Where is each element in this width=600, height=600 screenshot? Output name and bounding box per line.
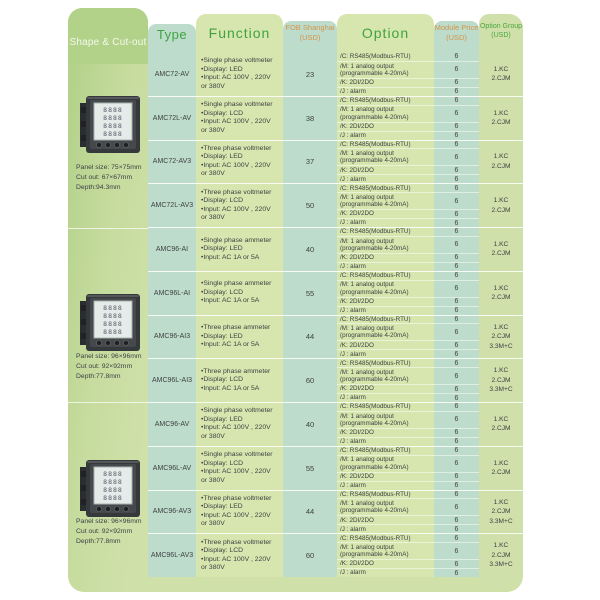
module-price-value: 6: [454, 263, 459, 271]
cut-out-text: Cut out: 92×92mm: [76, 527, 133, 535]
option-module-cell: [337, 53, 479, 96]
group-header-line2: (USD): [491, 32, 511, 40]
type-cell: AMC72-AV: [154, 70, 190, 78]
module-price-value: 6: [454, 416, 459, 424]
option-item: [337, 79, 479, 88]
module-price-value: 6: [454, 228, 459, 236]
svg-text:8888: 8888: [103, 328, 123, 336]
option-label: /J : alarm: [340, 175, 366, 183]
module-price-value: 6: [454, 503, 459, 511]
function-cell: •Single phase voltmeter •Display: LED •Input: AC 100V , 220V or 380V: [201, 57, 273, 90]
fob-price-cell: 40: [305, 244, 315, 254]
option-item: [337, 132, 479, 140]
option-label: /J : alarm: [340, 219, 366, 227]
option-group-cell: 1.KC 2.CJM 3.3M+C: [489, 542, 513, 569]
option-item: [337, 525, 479, 533]
svg-text:8888: 8888: [103, 494, 123, 502]
option-item: [337, 62, 479, 79]
option-item: [337, 341, 479, 350]
type-cell: AMC96L-AV3: [150, 552, 194, 560]
fob-price-cell: 55: [305, 288, 315, 298]
type-cell: AMC72L-AV: [152, 114, 192, 122]
option-label: /M: 1 analog output (programmable 4-20mA): [340, 412, 409, 427]
module-price-value: 6: [454, 110, 459, 118]
option-item: [337, 316, 479, 325]
module-header-line1: Module Price: [434, 23, 479, 32]
option-group-cell: 1.KC 2.CJM 3.3M+C: [489, 367, 513, 394]
option-item: [337, 350, 479, 358]
table-row: [148, 402, 523, 446]
meter-image-slot-2: [80, 292, 142, 361]
fob-price-cell: 44: [305, 332, 315, 342]
option-label: /K: 2DI/2DO: [340, 560, 374, 568]
option-item: [337, 210, 479, 219]
module-price-value: 6: [454, 429, 459, 437]
option-item: [337, 499, 479, 516]
module-price-value: 6: [454, 447, 459, 455]
type-cell: AMC96-AV: [154, 420, 190, 428]
column-header-module-price: [434, 23, 479, 43]
svg-text:8888: 8888: [103, 478, 123, 486]
option-item: [337, 560, 479, 569]
option-label: /M: 1 analog output (programmable 4-20mA): [340, 543, 409, 559]
fob-price-cell: 50: [305, 201, 315, 211]
panel-size-text: Panel size: 96×96mm: [76, 518, 142, 525]
option-label: /K: 2DI/2DO: [340, 341, 374, 349]
option-module-cell: [337, 359, 479, 402]
option-item: [337, 403, 479, 412]
option-item: [337, 456, 479, 473]
option-label: /M: 1 analog output (programmable 4-20mA): [340, 62, 409, 77]
svg-text:8888: 8888: [103, 304, 123, 312]
column-header-option-group: [479, 22, 523, 40]
option-label: /M: 1 analog output (programmable 4-20mA): [340, 325, 409, 340]
table-row: [148, 53, 523, 96]
option-item: [337, 166, 479, 175]
option-item: [337, 482, 479, 490]
option-module-cell: [337, 491, 479, 534]
option-group-cell: 1.KC 2.CJM 3.3M+C: [489, 498, 513, 525]
fob-price-cell: 37: [305, 157, 315, 167]
shape-caption-1: [76, 163, 148, 193]
module-header-line2: (USD): [446, 32, 467, 42]
option-label: /M: 1 analog output (programmable 4-20mA): [340, 281, 409, 296]
fob-price-cell: 23: [305, 69, 315, 79]
option-item: [337, 412, 479, 429]
option-group-cell: 1.KC 2.CJM: [491, 153, 511, 170]
fob-price-cell: 38: [305, 113, 315, 123]
option-item: [337, 106, 479, 123]
option-item: [337, 491, 479, 500]
option-label: /J : alarm: [340, 263, 366, 271]
type-cell: AMC96L-AI3: [151, 377, 193, 385]
panel-size-text: Panel size: 75×75mm: [76, 164, 142, 171]
module-price-value: 6: [454, 350, 459, 358]
table-row: [148, 96, 523, 140]
column-header-function: Function: [208, 25, 271, 41]
module-price-value: 6: [454, 569, 459, 577]
function-cell: •Single phase voltmeter •Display: LED •Input: AC 100V , 220V or 380V: [201, 407, 273, 440]
function-cell: •Three phase ammeter •Display: LCD •Input: AC 1A or 5A: [201, 367, 271, 392]
option-item: [337, 281, 479, 298]
option-label: /C: RS485(Modbus-RTU): [340, 403, 411, 411]
option-group-cell: 1.KC 2.CJM: [491, 415, 511, 433]
module-price-value: 6: [454, 482, 459, 490]
option-label: /M: 1 analog output (programmable 4-20mA): [340, 237, 409, 252]
panel-meter-image: [80, 458, 142, 522]
option-label: /J : alarm: [340, 306, 366, 314]
shape-caption-2: [76, 352, 148, 382]
function-cell: •Three phase voltmeter •Display: LED •Input: AC 100V , 220V or 380V: [201, 144, 272, 178]
function-cell: •Single phase voltmeter •Display: LCD •Input: AC 100V , 220V or 380V: [201, 451, 273, 484]
option-item: [337, 307, 479, 315]
option-item: [337, 175, 479, 183]
module-price-value: 6: [454, 359, 459, 367]
option-label: /M: 1 analog output (programmable 4-20mA): [340, 150, 409, 165]
depth-text: Depth:77.8mm: [76, 372, 121, 380]
module-price-value: 6: [454, 79, 459, 87]
option-module-cell: [337, 141, 479, 184]
option-label: /K: 2DI/2DO: [340, 472, 374, 480]
option-module-cell: [337, 228, 479, 271]
module-price-value: 6: [454, 460, 459, 468]
option-label: /K: 2DI/2DO: [340, 297, 374, 305]
option-item: [337, 219, 479, 227]
table-row: [148, 490, 523, 534]
option-label: /K: 2DI/2DO: [340, 385, 374, 393]
module-price-value: 6: [454, 525, 459, 533]
function-cell: •Three phase voltmeter •Display: LED •Input: AC 100V , 220V or 380V: [201, 494, 272, 528]
option-item: [337, 359, 479, 368]
module-price-value: 6: [454, 132, 459, 140]
module-price-value: 6: [454, 438, 459, 446]
option-group-cell: 1.KC 2.CJM: [491, 197, 511, 214]
type-cell: AMC96-AV3: [152, 508, 192, 516]
module-price-value: 6: [454, 403, 459, 411]
option-label: /C: RS485(Modbus-RTU): [340, 228, 411, 236]
option-label: /J : alarm: [340, 569, 366, 577]
option-group-cell: 1.KC 2.CJM: [491, 240, 511, 258]
module-price-value: 6: [454, 184, 459, 192]
option-label: /M: 1 analog output (programmable 4-20mA): [340, 193, 409, 209]
option-label: /M: 1 analog output (programmable 4-20mA): [340, 500, 409, 515]
option-item: [337, 569, 479, 577]
module-price-value: 6: [454, 307, 459, 315]
option-label: /J : alarm: [340, 394, 366, 402]
module-price-value: 6: [454, 385, 459, 393]
column-header-shape: [68, 8, 148, 64]
option-item: [337, 534, 479, 543]
option-group-cell: 1.KC 2.CJM: [491, 459, 511, 477]
option-label: /M: 1 analog output (programmable 4-20mA): [340, 456, 409, 471]
shape-header-label: Shape & Cut-out: [69, 36, 147, 48]
svg-text:8888: 8888: [103, 486, 123, 494]
table-row: [148, 446, 523, 490]
option-label: /J : alarm: [340, 88, 366, 96]
option-label: /K: 2DI/2DO: [340, 210, 374, 218]
module-price-value: 6: [454, 341, 459, 349]
module-price-value: 6: [454, 210, 459, 218]
fob-header-line1: FOB Shanghai: [285, 23, 335, 32]
column-header-option: Option: [361, 25, 410, 41]
module-price-value: 6: [454, 53, 459, 61]
module-price-value: 6: [454, 298, 459, 306]
option-label: /C: RS485(Modbus-RTU): [340, 315, 411, 323]
table-row: [148, 315, 523, 359]
option-item: [337, 237, 479, 254]
svg-text:8888: 8888: [103, 130, 123, 138]
cut-out-text: Cut out: 67×67mm: [76, 173, 133, 181]
option-module-cell: [337, 272, 479, 315]
fob-price-cell: 40: [305, 419, 315, 429]
cut-out-text: Cut out: 92×92mm: [76, 362, 133, 370]
fob-price-cell: 44: [305, 507, 315, 517]
module-price-value: 6: [454, 219, 459, 227]
option-item: [337, 447, 479, 456]
type-cell: AMC96L-AI: [153, 289, 191, 297]
option-label: /C: RS485(Modbus-RTU): [340, 53, 411, 61]
option-label: /K: 2DI/2DO: [340, 122, 374, 130]
option-item: [337, 385, 479, 394]
module-price-value: 6: [454, 534, 459, 542]
module-price-value: 6: [454, 516, 459, 524]
module-price-value: 6: [454, 254, 459, 262]
option-label: /C: RS485(Modbus-RTU): [340, 184, 411, 192]
svg-text:8888: 8888: [103, 114, 123, 122]
option-item: [337, 149, 479, 166]
option-item: [337, 184, 479, 193]
option-item: [337, 438, 479, 446]
fob-header-line2: (USD): [299, 32, 321, 42]
option-label: /C: RS485(Modbus-RTU): [340, 490, 411, 498]
table-row: [148, 533, 523, 577]
module-price-value: 6: [454, 66, 459, 74]
table-row: [148, 271, 523, 315]
option-label: /C: RS485(Modbus-RTU): [340, 447, 411, 455]
option-group-cell: 1.KC 2.CJM 3.3M+C: [489, 323, 513, 350]
option-item: [337, 53, 479, 62]
depth-text: Depth:94.3mm: [76, 183, 121, 191]
type-cell: AMC72-AV3: [152, 158, 192, 166]
function-cell: •Single phase ammeter •Display: LCD •Input: AC 1A or 5A: [201, 280, 272, 305]
type-cell: AMC72L-AV3: [150, 202, 194, 210]
option-module-cell: [337, 534, 479, 577]
option-label: /C: RS485(Modbus-RTU): [340, 359, 411, 367]
table-rows: [148, 53, 523, 577]
function-cell: •Single phase ammeter •Display: LED •Input: AC 1A or 5A: [201, 236, 272, 261]
module-price-value: 6: [454, 372, 459, 380]
option-item: [337, 368, 479, 385]
option-group-cell: 1.KC 2.CJM: [491, 284, 511, 302]
svg-text:8888: 8888: [103, 122, 123, 130]
module-price-value: 6: [454, 394, 459, 402]
module-price-value: 6: [454, 175, 459, 183]
meter-image-slot-1: [80, 94, 142, 163]
option-label: /J : alarm: [340, 131, 366, 139]
module-price-value: 6: [454, 241, 459, 249]
option-label: /C: RS485(Modbus-RTU): [340, 140, 411, 148]
module-price-value: 6: [454, 473, 459, 481]
option-module-cell: [337, 97, 479, 140]
option-label: /K: 2DI/2DO: [340, 254, 374, 262]
option-item: [337, 228, 479, 237]
table-row: [148, 358, 523, 402]
option-label: /K: 2DI/2DO: [340, 79, 374, 87]
module-price-value: 6: [454, 197, 459, 205]
option-item: [337, 141, 479, 150]
option-label: /M: 1 analog output (programmable 4-20mA): [340, 106, 409, 121]
function-cell: •Three phase voltmeter •Display: LCD •Input: AC 100V , 220V or 380V: [201, 188, 272, 222]
option-label: /C: RS485(Modbus-RTU): [340, 97, 411, 105]
option-item: [337, 123, 479, 132]
option-label: /J : alarm: [340, 481, 366, 489]
module-price-value: 6: [454, 97, 459, 105]
type-cell: AMC96-AI3: [153, 333, 191, 341]
option-label: /M: 1 analog output (programmable 4-20mA): [340, 368, 409, 384]
column-header-fob: [283, 23, 337, 43]
option-label: /C: RS485(Modbus-RTU): [340, 534, 411, 542]
module-price-value: 6: [454, 547, 459, 555]
function-cell: •Single phase voltmeter •Display: LCD •Input: AC 100V , 220V or 380V: [201, 101, 273, 134]
function-cell: •Three phase ammeter •Display: LED •Input: AC 1A or 5A: [201, 324, 271, 349]
module-price-value: 6: [454, 123, 459, 131]
module-price-value: 6: [454, 153, 459, 161]
option-label: /K: 2DI/2DO: [340, 166, 374, 174]
module-price-value: 6: [454, 166, 459, 174]
option-item: [337, 543, 479, 560]
function-cell: •Three phase voltmeter •Display: LCD •Input: AC 100V , 220V or 380V: [201, 538, 272, 572]
option-group-cell: 1.KC 2.CJM: [491, 65, 511, 83]
option-item: [337, 324, 479, 341]
option-item: [337, 193, 479, 210]
panel-size-text: Panel size: 96×96mm: [76, 353, 142, 360]
svg-text:8888: 8888: [103, 320, 123, 328]
module-price-value: 6: [454, 315, 459, 323]
module-price-value: 6: [454, 560, 459, 568]
svg-text:8888: 8888: [103, 470, 123, 478]
table-row: [148, 183, 523, 227]
option-item: [337, 263, 479, 271]
column-header-type: Type: [156, 27, 188, 42]
svg-text:8888: 8888: [103, 106, 123, 114]
table-row: [148, 140, 523, 184]
module-price-value: 6: [454, 88, 459, 96]
option-item: [337, 272, 479, 281]
svg-text:8888: 8888: [103, 312, 123, 320]
shape-group-divider: [68, 228, 148, 229]
panel-meter-image: [80, 292, 142, 356]
module-price-value: 6: [454, 328, 459, 336]
fob-price-cell: 60: [305, 376, 315, 386]
shape-caption-3: [76, 517, 148, 547]
option-group-cell: 1.KC 2.CJM: [491, 109, 511, 127]
option-label: /J : alarm: [340, 438, 366, 446]
fob-price-cell: 60: [305, 551, 315, 561]
option-item: [337, 516, 479, 525]
option-module-cell: [337, 316, 479, 359]
option-item: [337, 88, 479, 96]
option-item: [337, 254, 479, 263]
module-price-value: 6: [454, 140, 459, 148]
option-label: /J : alarm: [340, 350, 366, 358]
option-label: /C: RS485(Modbus-RTU): [340, 272, 411, 280]
option-item: [337, 429, 479, 438]
module-price-value: 6: [454, 490, 459, 498]
fob-price-cell: 55: [305, 463, 315, 473]
option-item: [337, 298, 479, 307]
option-module-cell: [337, 447, 479, 490]
option-label: /K: 2DI/2DO: [340, 516, 374, 524]
option-module-cell: [337, 403, 479, 446]
option-item: [337, 473, 479, 482]
option-item: [337, 394, 479, 402]
option-module-cell: [337, 184, 479, 227]
type-cell: AMC96-AI: [155, 245, 189, 253]
type-cell: AMC96L-AV: [152, 464, 192, 472]
option-item: [337, 97, 479, 106]
depth-text: Depth:77.8mm: [76, 537, 121, 545]
table-row: [148, 227, 523, 271]
option-label: /K: 2DI/2DO: [340, 429, 374, 437]
panel-meter-image: [80, 94, 142, 158]
module-price-value: 6: [454, 272, 459, 280]
module-price-value: 6: [454, 285, 459, 293]
shape-group-divider: [68, 402, 148, 403]
option-label: /J : alarm: [340, 525, 366, 533]
group-header-line1: Option Group: [479, 23, 523, 30]
